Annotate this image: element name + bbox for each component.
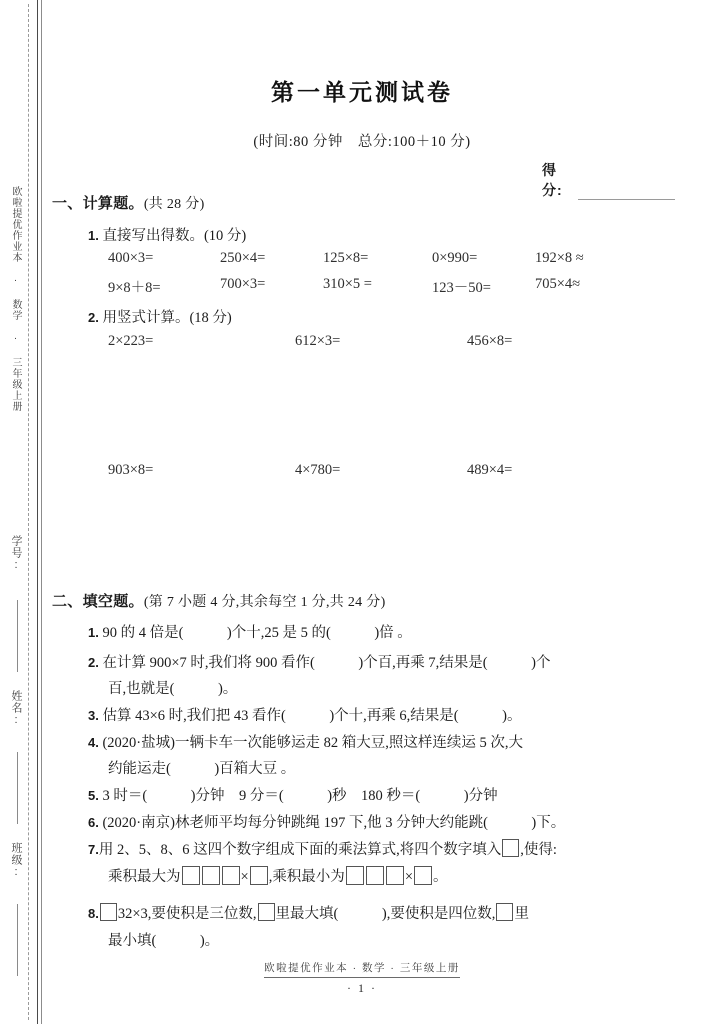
section-2-points: (第 7 小题 4 分,其余每空 1 分,共 24 分) — [143, 595, 386, 610]
answer-box-8-1[interactable] — [100, 903, 117, 921]
sidebar-rule-student-id — [17, 600, 18, 672]
answer-box-7-intro[interactable] — [502, 839, 519, 857]
page-title: 第一单元测试卷 — [271, 79, 453, 105]
score-input-line[interactable] — [578, 184, 675, 200]
answer-box-max-2[interactable] — [202, 866, 220, 885]
question-2-8-text-b: 里最大填( ),要使积是四位数, — [275, 906, 496, 922]
question-2-1-number: 1. — [88, 625, 99, 640]
question-2-7-line2 — [108, 864, 448, 891]
question-2-2 — [88, 650, 550, 676]
section-2-title: 二、填空题。 — [52, 593, 144, 610]
dashed-fold-line — [28, 4, 29, 1020]
question-2-7 — [88, 837, 557, 863]
question-2-8-line2: 最小填( )。 — [108, 933, 220, 949]
question-2-8-text-c: 里 — [514, 906, 529, 922]
expr-1-2-r2c3: 489×4= — [467, 462, 513, 478]
expr-1-1-r2c4: 123－50= — [432, 280, 491, 296]
multiply-symbol-max: × — [240, 869, 249, 885]
question-2-7-text-a: 用 2、5、8、6 这四个数字组成下面的乘法算式,将四个数字填入 — [98, 842, 502, 858]
question-1-2-text: 用竖式计算。 — [102, 310, 190, 326]
expr-1-2-r2c1: 903×8= — [108, 462, 154, 478]
question-2-6-text: (2020·南京)林老师平均每分钟跳绳 197 下,他 3 分钟大约能跳( )下。 — [102, 815, 566, 831]
answer-box-max-4[interactable] — [250, 866, 268, 885]
answer-box-8-2[interactable] — [258, 903, 275, 921]
expr-1-2-r1c3: 456×8= — [467, 333, 513, 349]
question-2-5 — [88, 783, 498, 809]
question-2-4-number: 4. — [88, 735, 99, 750]
expr-1-1-r1c2: 250×4= — [220, 250, 266, 266]
sidebar-rule-class — [17, 904, 18, 976]
sidebar-label-class: 班级: — [10, 842, 22, 879]
exam-meta-subtitle: (时间:80 分钟 总分:100＋10 分) — [253, 134, 471, 150]
question-1-2-number: 2. — [88, 310, 99, 325]
answer-box-min-1[interactable] — [346, 866, 364, 885]
expr-1-1-r2c2: 700×3= — [220, 276, 266, 292]
question-2-1-text: 90 的 4 倍是( )个十,25 是 5 的( )倍 。 — [102, 625, 412, 641]
answer-box-min-3[interactable] — [386, 866, 404, 885]
expr-1-2-r1c2: 612×3= — [295, 333, 341, 349]
sidebar-label-student-id: 学号: — [10, 535, 22, 572]
question-2-7-min-label: ,乘积最小为 — [268, 869, 345, 885]
question-2-3-text: 估算 43×6 时,我们把 43 看作( )个十,再乘 6,结果是( )。 — [102, 708, 522, 724]
question-2-8-text-a: 32×3,要使积是三位数, — [117, 906, 257, 922]
expr-1-1-r1c3: 125×8= — [323, 250, 369, 266]
score-field[interactable] — [542, 160, 675, 200]
question-2-6-number: 6. — [88, 815, 99, 830]
sidebar-label-name: 姓名: — [10, 690, 22, 727]
expr-1-1-r1c5: 192×8 ≈ — [535, 250, 584, 266]
expr-1-2-r1c1: 2×223= — [108, 333, 154, 349]
question-2-2-number: 2. — [88, 655, 99, 670]
answer-box-min-4[interactable] — [414, 866, 432, 885]
page-number: · 1 · — [347, 981, 377, 995]
question-1-1 — [88, 223, 246, 249]
question-2-4-text-line1: (2020·盐城)一辆卡车一次能够运走 82 箱大豆,照这样连续运 5 次,大 — [102, 735, 523, 751]
question-2-4-text-line2: 约能运走( )百箱大豆 。 — [108, 761, 296, 777]
section-1-heading — [52, 192, 205, 213]
question-2-8-number: 8. — [88, 906, 99, 921]
sidebar-book-name: 欧啦提优作业本 · 数学 · 三年级上册 — [10, 186, 21, 412]
exam-content — [52, 0, 672, 1024]
question-2-3-number: 3. — [88, 708, 99, 723]
question-2-8 — [88, 901, 529, 927]
question-2-2-text-line1: 在计算 900×7 时,我们将 900 看作( )个百,再乘 7,结果是( )个 — [102, 655, 551, 671]
score-label: 得分: — [542, 162, 563, 198]
sidebar-rule-name — [17, 752, 18, 824]
question-1-2 — [88, 305, 232, 331]
answer-box-min-2[interactable] — [366, 866, 384, 885]
question-2-4 — [88, 730, 523, 756]
question-2-2-text-line2: 百,也就是( )。 — [108, 681, 238, 697]
question-2-6 — [88, 810, 565, 836]
answer-box-max-1[interactable] — [182, 866, 200, 885]
question-2-7-period: 。 — [433, 869, 448, 885]
question-2-7-text-b: ,使得: — [520, 842, 557, 858]
question-1-2-points: (18 分) — [189, 310, 232, 326]
expr-1-1-r2c3: 310×5 = — [323, 276, 372, 292]
question-2-7-number: 7. — [88, 842, 99, 857]
question-1-1-points: (10 分) — [203, 228, 247, 244]
answer-box-max-3[interactable] — [222, 866, 240, 885]
question-2-7-max-label: 乘积最大为 — [108, 869, 181, 885]
page-border-line-inner — [41, 0, 42, 1024]
section-2-heading — [52, 590, 386, 611]
footer-book-title: 欧啦提优作业本 · 数学 · 三年级上册 — [264, 960, 460, 978]
question-1-1-text: 直接写出得数。 — [102, 228, 204, 244]
expr-1-1-r2c5: 705×4≈ — [535, 276, 581, 292]
page-border-line-outer — [37, 0, 38, 1024]
question-2-5-text: 3 时＝( )分钟 9 分＝( )秒 180 秒＝( )分钟 — [102, 788, 498, 804]
multiply-symbol-min: × — [404, 869, 413, 885]
expr-1-2-r2c2: 4×780= — [295, 462, 341, 478]
answer-box-8-3[interactable] — [496, 903, 513, 921]
expr-1-1-r2c1: 9×8＋8= — [108, 280, 161, 296]
page-footer — [52, 958, 672, 996]
question-2-3 — [88, 703, 521, 729]
expr-1-1-r1c1: 400×3= — [108, 250, 154, 266]
question-1-1-number: 1. — [88, 228, 99, 243]
section-1-points: (共 28 分) — [143, 197, 205, 212]
question-2-5-number: 5. — [88, 788, 99, 803]
question-2-1 — [88, 620, 412, 646]
expr-1-1-r1c4: 0×990= — [432, 250, 478, 266]
section-1-title: 一、计算题。 — [52, 195, 144, 212]
